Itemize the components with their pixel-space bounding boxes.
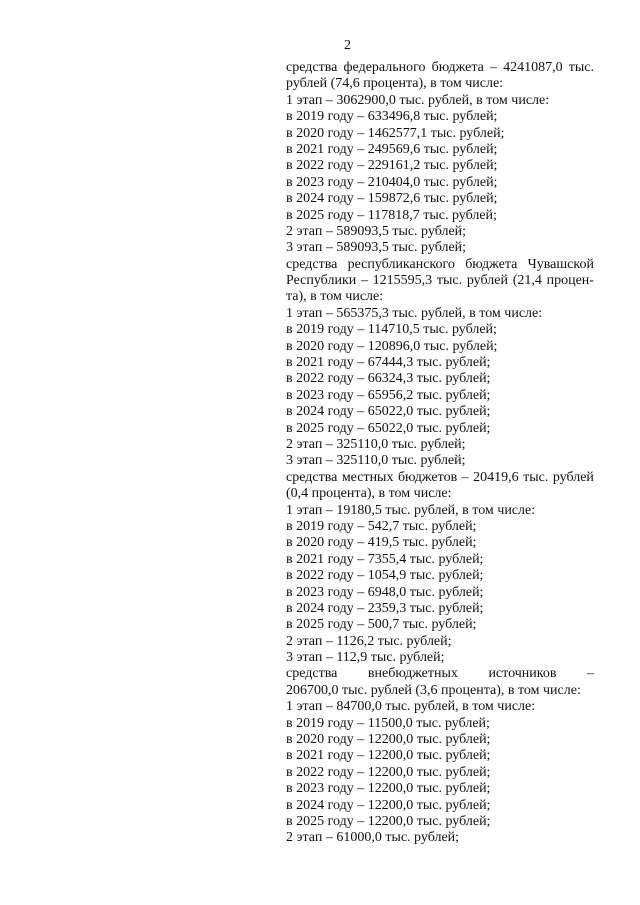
text-line: в 2020 году – 1462577,1 тыс. рублей;	[286, 125, 505, 141]
text-line	[286, 470, 594, 486]
text-line: (0,4 процента), в том числе:	[286, 486, 452, 502]
text-line: в 2024 году – 65022,0 тыс. рублей;	[286, 404, 491, 420]
text-word: (21,4	[512, 273, 542, 289]
text-line: 1 этап – 84700,0 тыс. рублей, в том числе:	[286, 699, 536, 715]
text-word: средства	[286, 256, 338, 272]
text-line: в 2025 году – 65022,0 тыс. рублей;	[286, 420, 491, 436]
text-word: рублей	[552, 469, 594, 485]
page-number: 2	[344, 38, 351, 53]
text-word: бюджетов	[397, 469, 458, 485]
text-line: 3 этап – 589093,5 тыс. рублей;	[286, 240, 467, 256]
text-line	[286, 273, 594, 289]
text-line: 1 этап – 3062900,0 тыс. рублей, в том числе:	[286, 92, 550, 108]
text-line: в 2023 году – 6948,0 тыс. рублей;	[286, 584, 484, 600]
text-line: в 2019 году – 633496,8 тыс. рублей;	[286, 109, 498, 125]
text-line: в 2020 году – 12200,0 тыс. рублей;	[286, 732, 491, 748]
text-word: средства	[286, 60, 338, 75]
text-word: 20419,6	[473, 469, 519, 485]
text-line: в 2023 году – 12200,0 тыс. рублей;	[286, 781, 491, 797]
text-line	[286, 257, 594, 273]
text-line: 2 этап – 589093,5 тыс. рублей;	[286, 223, 467, 239]
text-line: 206700,0 тыс. рублей (3,6 процента), в том числе:	[286, 682, 581, 698]
text-line: в 2022 году – 12200,0 тыс. рублей;	[286, 764, 491, 780]
text-word: –	[489, 60, 497, 75]
text-line: в 2022 году – 1054,9 тыс. рублей;	[286, 568, 484, 584]
text-word: рублей	[466, 273, 508, 289]
text-word: бюджета	[431, 60, 484, 75]
text-word: внебюджетных	[367, 666, 458, 682]
text-word: процен-	[546, 273, 594, 289]
text-word: –	[586, 666, 594, 682]
text-word: средства	[286, 469, 338, 485]
text-line: в 2022 году – 229161,2 тыс. рублей;	[286, 158, 498, 174]
text-line: в 2021 году – 249569,6 тыс. рублей;	[286, 141, 498, 157]
text-line: 2 этап – 61000,0 тыс. рублей;	[286, 830, 460, 846]
text-word: 4241087,0	[503, 60, 563, 75]
text-line: в 2024 году – 159872,6 тыс. рублей;	[286, 191, 498, 207]
text-word: тыс.	[523, 469, 549, 485]
text-word: республиканского	[347, 256, 455, 272]
text-line: в 2021 году – 67444,3 тыс. рублей;	[286, 355, 491, 371]
text-line: в 2025 году – 500,7 тыс. рублей;	[286, 617, 477, 633]
text-word: источников	[488, 666, 557, 682]
text-word: местных	[341, 469, 394, 485]
text-line: рублей (74,6 процента), в том числе:	[286, 76, 504, 92]
text-line: в 2023 году – 210404,0 тыс. рублей;	[286, 174, 498, 190]
text-word: тыс.	[436, 273, 463, 289]
text-word: Республики	[286, 273, 357, 289]
text-word: 1215595,3	[372, 273, 433, 289]
text-word: Чувашской	[527, 256, 594, 272]
text-line: 2 этап – 325110,0 тыс. рублей;	[286, 436, 466, 452]
text-line: в 2025 году – 12200,0 тыс. рублей;	[286, 813, 491, 829]
text-line	[286, 666, 594, 682]
text-line: 3 этап – 112,9 тыс. рублей;	[286, 650, 445, 666]
text-word: –	[360, 273, 368, 289]
text-line: в 2022 году – 66324,3 тыс. рублей;	[286, 371, 491, 387]
text-line: в 2019 году – 542,7 тыс. рублей;	[286, 518, 477, 534]
text-line: в 2019 году – 11500,0 тыс. рублей;	[286, 715, 490, 731]
text-line: 3 этап – 325110,0 тыс. рублей;	[286, 453, 466, 469]
text-word: федерального	[343, 60, 426, 75]
text-line	[286, 60, 594, 76]
text-line: 1 этап – 565375,3 тыс. рублей, в том числе:	[286, 305, 543, 321]
text-line: в 2020 году – 120896,0 тыс. рублей;	[286, 338, 498, 354]
text-word: тыс.	[568, 60, 594, 75]
text-line: в 2025 году – 117818,7 тыс. рублей;	[286, 207, 497, 223]
text-word: –	[461, 469, 469, 485]
text-line: в 2024 году – 12200,0 тыс. рублей;	[286, 797, 491, 813]
text-line: в 2024 году – 2359,3 тыс. рублей;	[286, 600, 484, 616]
text-line: в 2023 году – 65956,2 тыс. рублей;	[286, 387, 491, 403]
text-line: в 2021 году – 7355,4 тыс. рублей;	[286, 551, 484, 567]
text-word: средства	[286, 666, 338, 682]
text-line: в 2021 году – 12200,0 тыс. рублей;	[286, 748, 491, 764]
text-line: в 2020 году – 419,5 тыс. рублей;	[286, 535, 477, 551]
text-line: в 2019 году – 114710,5 тыс. рублей;	[286, 322, 497, 338]
funding-text-block	[286, 60, 594, 847]
text-line: 1 этап – 19180,5 тыс. рублей, в том числе:	[286, 502, 536, 518]
text-line: та), в том числе:	[286, 289, 384, 305]
text-line: 2 этап – 1126,2 тыс. рублей;	[286, 633, 452, 649]
text-word: бюджета	[465, 256, 518, 272]
